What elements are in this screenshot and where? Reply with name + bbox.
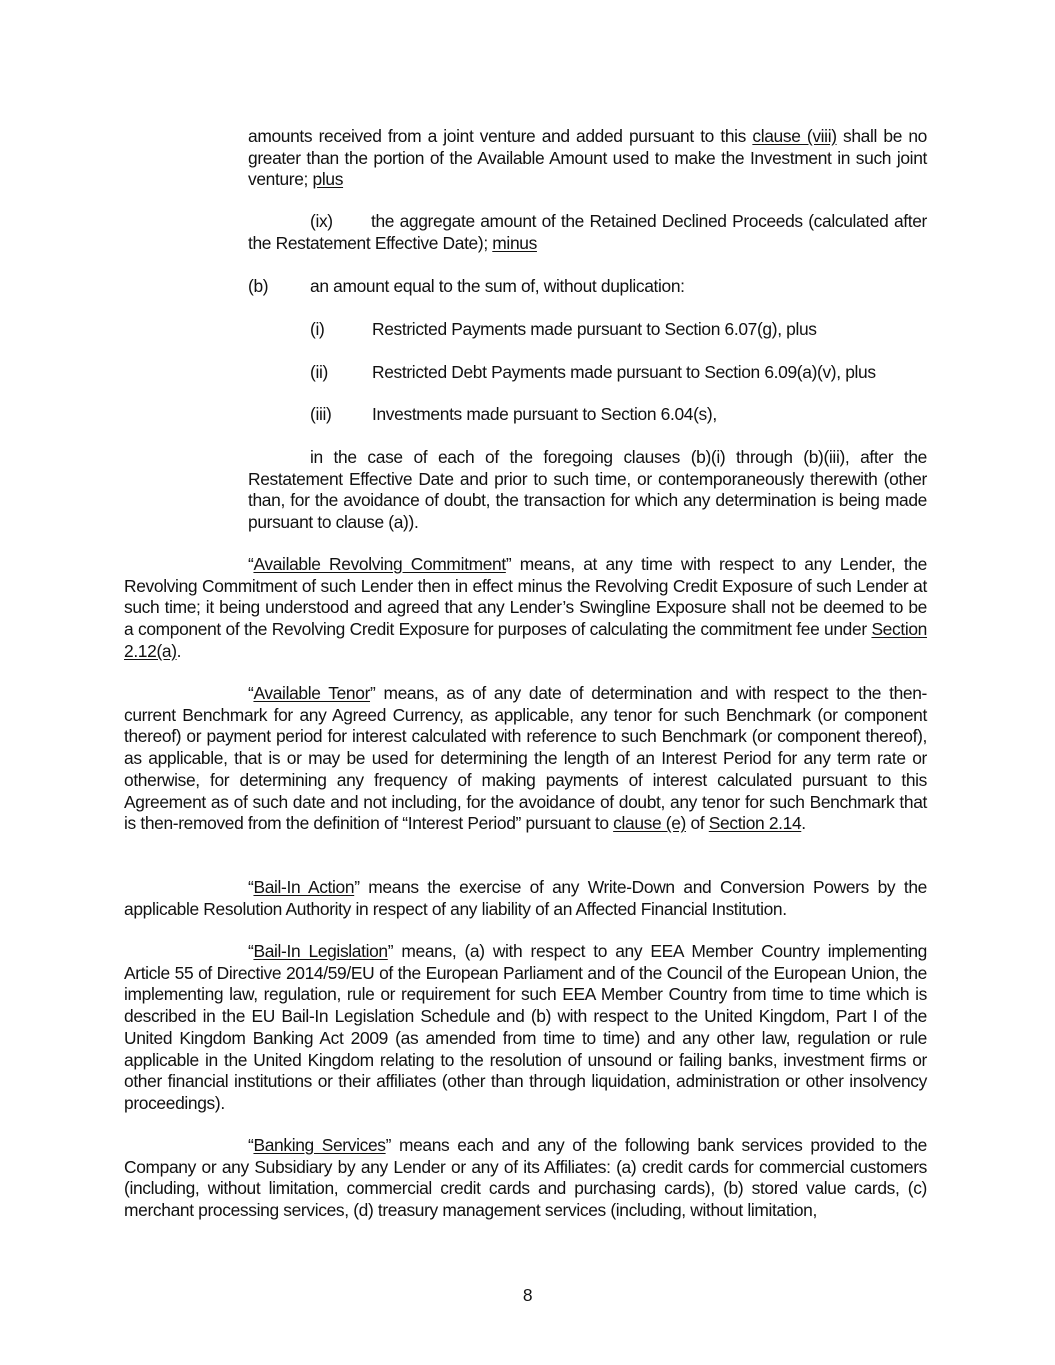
joint-venture-paragraph (248, 126, 927, 191)
paragraph-text: shall be no greater than the portion of the Available Amount used to make the Investment in such joint venture; (248, 126, 928, 190)
clause-reference: clause (e) (613, 813, 686, 834)
definition-banking-services (124, 1135, 927, 1222)
clause-ix-label: (ix) (310, 211, 333, 231)
open-quote: “ (248, 877, 254, 897)
open-quote: “ (248, 683, 254, 703)
definition-bail-in-action (124, 877, 927, 920)
sub-item-iii-text: Investments made pursuant to Section 6.04(s), (372, 404, 717, 424)
open-quote: “ (248, 1135, 254, 1155)
sub-item-i-label: (i) (310, 319, 325, 339)
foregoing-clauses-paragraph: in the case of each of the foregoing clauses (b)(i) through (b)(iii), after the Restatement Effective Date and prior to such time, or contemporaneously therewith (other than, for the avoidance of doubt, the transaction for which any determination is being made pursuant to clause (a)). (248, 447, 927, 533)
sub-item-i-text: Restricted Payments made pursuant to Section 6.07(g), plus (372, 319, 817, 339)
definition-text: ” means, as of any date of determination and with respect to the then-current Benchmark for any Agreed Currency, as applicable, any tenor for such Benchmark (or component thereof) or payment period for interest calculated with reference to such Benchmark (or component thereof), as applicable, that is or may be used for determining the length of an Interest Period for any term rate or otherwise, for determining any frequency of making payments of interest calculated pursuant to this Agreement as of such date and not including, for the avoidance of doubt, any tenor for such Benchmark that is then-removed from the definition of “Interest Period” pursuant to (124, 683, 927, 834)
sub-item-ii-label: (ii) (310, 362, 328, 382)
defined-term: Available Revolving Commitment (253, 554, 506, 574)
section-reference: Section 2.12(a) (124, 619, 927, 661)
open-quote: “ (248, 941, 254, 961)
definition-text: ” means each and any of the following bank services provided to the Company or any Subsidiary by any Lender or any of its Affiliates: (a) credit cards for commercial customers (including, without limitation, commercial credit cards and purchasing cards), (b) stored value cards, (c) merchant processing services, (d) treasury management services (including, without limitation, (124, 1135, 927, 1221)
definition-text: ” means, (a) with respect to any EEA Member Country implementing Article 55 of Directive 2014/59/EU of the European Parliament and of the Council of the European Union, the implementing law, regulation, rule or requirement for such EEA Member Country from time to time which is described in the EU Bail-In Legislation Schedule and (b) with respect to the United Kingdom, Part I of the United Kingdom Banking Act 2009 (as amended from time to time) and any other law, regulation or rule applicable in the United Kingdom relating to the resolution of unsound or failing banks, investment firms or other financial institutions or their affiliates (other than through liquidation, administration or other insolvency proceedings). (124, 941, 927, 1113)
plus-conjunction: plus (312, 169, 344, 190)
defined-term: Bail-In Action (253, 877, 355, 897)
definition-available-tenor (124, 683, 927, 835)
defined-term: Banking Services (253, 1135, 386, 1155)
defined-term: Bail-In Legislation (253, 941, 388, 961)
clause-ix-paragraph (248, 211, 927, 254)
page-number: 8 (522, 1285, 533, 1305)
sub-item-ii-text: Restricted Debt Payments made pursuant to Section 6.09(a)(v), plus (372, 362, 876, 382)
paragraph-text: amounts received from a joint venture and added pursuant to this (248, 126, 753, 146)
section-reference: Section 2.14 (708, 813, 802, 834)
clause-b-label: (b) (248, 276, 269, 296)
open-quote: “ (248, 554, 254, 574)
clause-ix-text: the aggregate amount of the Retained Declined Proceeds (calculated after the Restatement Effective Date); (248, 211, 927, 253)
sub-item-iii-label: (iii) (310, 404, 332, 424)
minus-conjunction: minus (492, 232, 537, 253)
defined-term: Available Tenor (253, 683, 371, 703)
clause-viii-reference: clause (viii) (752, 126, 837, 146)
definition-end: . (801, 813, 806, 834)
definition-text: of (686, 813, 709, 834)
definition-bail-in-legislation (124, 941, 927, 1115)
definition-text: ” means the exercise of any Write-Down and Conversion Powers by the applicable Resolution Authority in respect of any liability of an Affected Financial Institution. (124, 877, 927, 919)
definition-available-revolving-commitment (124, 554, 927, 663)
definition-text: ” means, at any time with respect to any Lender, the Revolving Commitment of such Lender then in effect minus the Revolving Credit Exposure of such Lender at such time; it being understood and agreed that any Lender’s Swingline Exposure shall not be deemed to be a component of the Revolving Credit Exposure for purposes of calculating the commitment fee under (124, 554, 927, 640)
clause-b-text: an amount equal to the sum of, without duplication: (310, 276, 685, 296)
definition-end: . (176, 640, 182, 661)
